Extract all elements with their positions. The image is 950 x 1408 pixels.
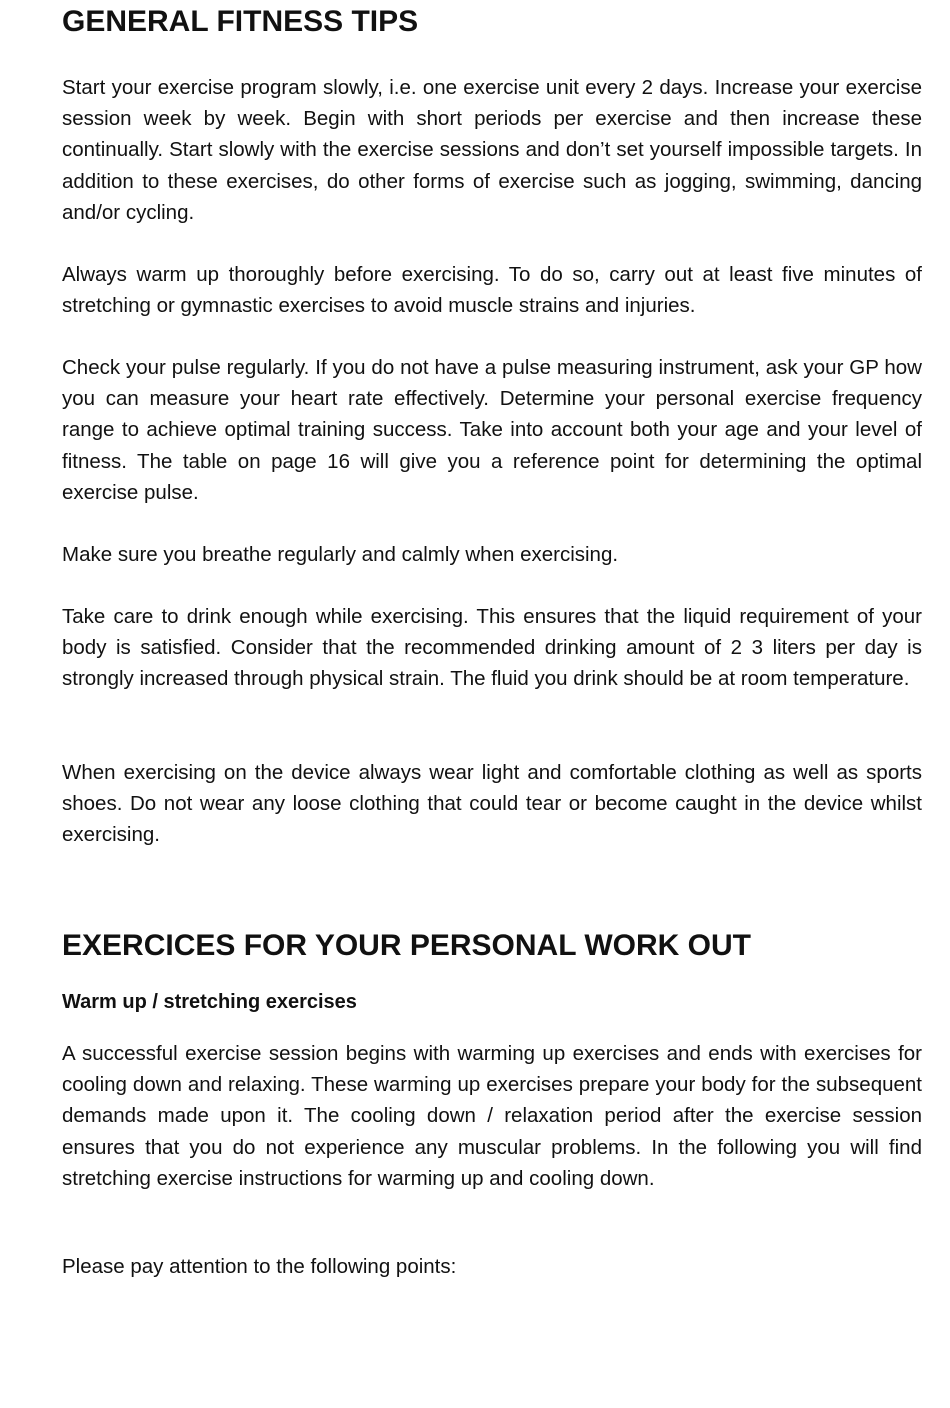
- paragraph-warm-up: Always warm up thoroughly before exercising. To do so, carry out at least five minutes of stretching or gymnastic exercises to avoid muscle strains and injuries.: [62, 263, 922, 318]
- section-heading-exercises-personal-workout: EXERCICES FOR YOUR PERSONAL WORK OUT: [62, 929, 751, 962]
- subheading-warm-up-stretching: Warm up / stretching exercises: [62, 991, 357, 1013]
- paragraph-start-slowly: Start your exercise program slowly, i.e. one exercise unit every 2 days. Increase your exercise session week by week. Begin with short periods per exercise and then increase these continually. Start slowly with the exercise sessions and don’t set yourself impossible targets. In addition to these exercises, do other forms of exercise such as jogging, swimming, dancing and/or cycling.: [62, 76, 922, 224]
- paragraph-successful-session: A successful exercise session begins with warming up exercises and ends with exercises for cooling down and relaxing. These warming up exercises prepare your body for the subsequent demands made upon it. The cooling down / relaxation period after the exercise session ensures that you do not experience any muscular problems. In the following you will find stretching exercise instructions for warming up and cooling down.: [62, 1042, 922, 1190]
- paragraph-check-pulse: Check your pulse regularly. If you do not have a pulse measuring instrument, ask your GP how you can measure your heart rate effectively. Determine your personal exercise frequency range to achieve optimal training success. Take into account both your age and your level of fitness. The table on page 16 will give you a reference point for determining the optimal exercise pulse.: [62, 356, 922, 504]
- paragraph-breathe: Make sure you breathe regularly and calmly when exercising.: [62, 543, 619, 566]
- paragraph-clothing: When exercising on the device always wear light and comfortable clothing as well as sports shoes. Do not wear any loose clothing that could tear or become caught in the device whilst exercising.: [62, 761, 922, 847]
- paragraph-drink: Take care to drink enough while exercising. This ensures that the liquid requirement of your body is satisfied. Consider that the recommended drinking amount of 2 3 liters per day is strongly increased through physical strain. The fluid you drink should be at room temperature.: [62, 605, 922, 691]
- section-heading-general-fitness-tips: GENERAL FITNESS TIPS: [62, 5, 419, 38]
- paragraph-attention-points: Please pay attention to the following points:: [62, 1255, 457, 1278]
